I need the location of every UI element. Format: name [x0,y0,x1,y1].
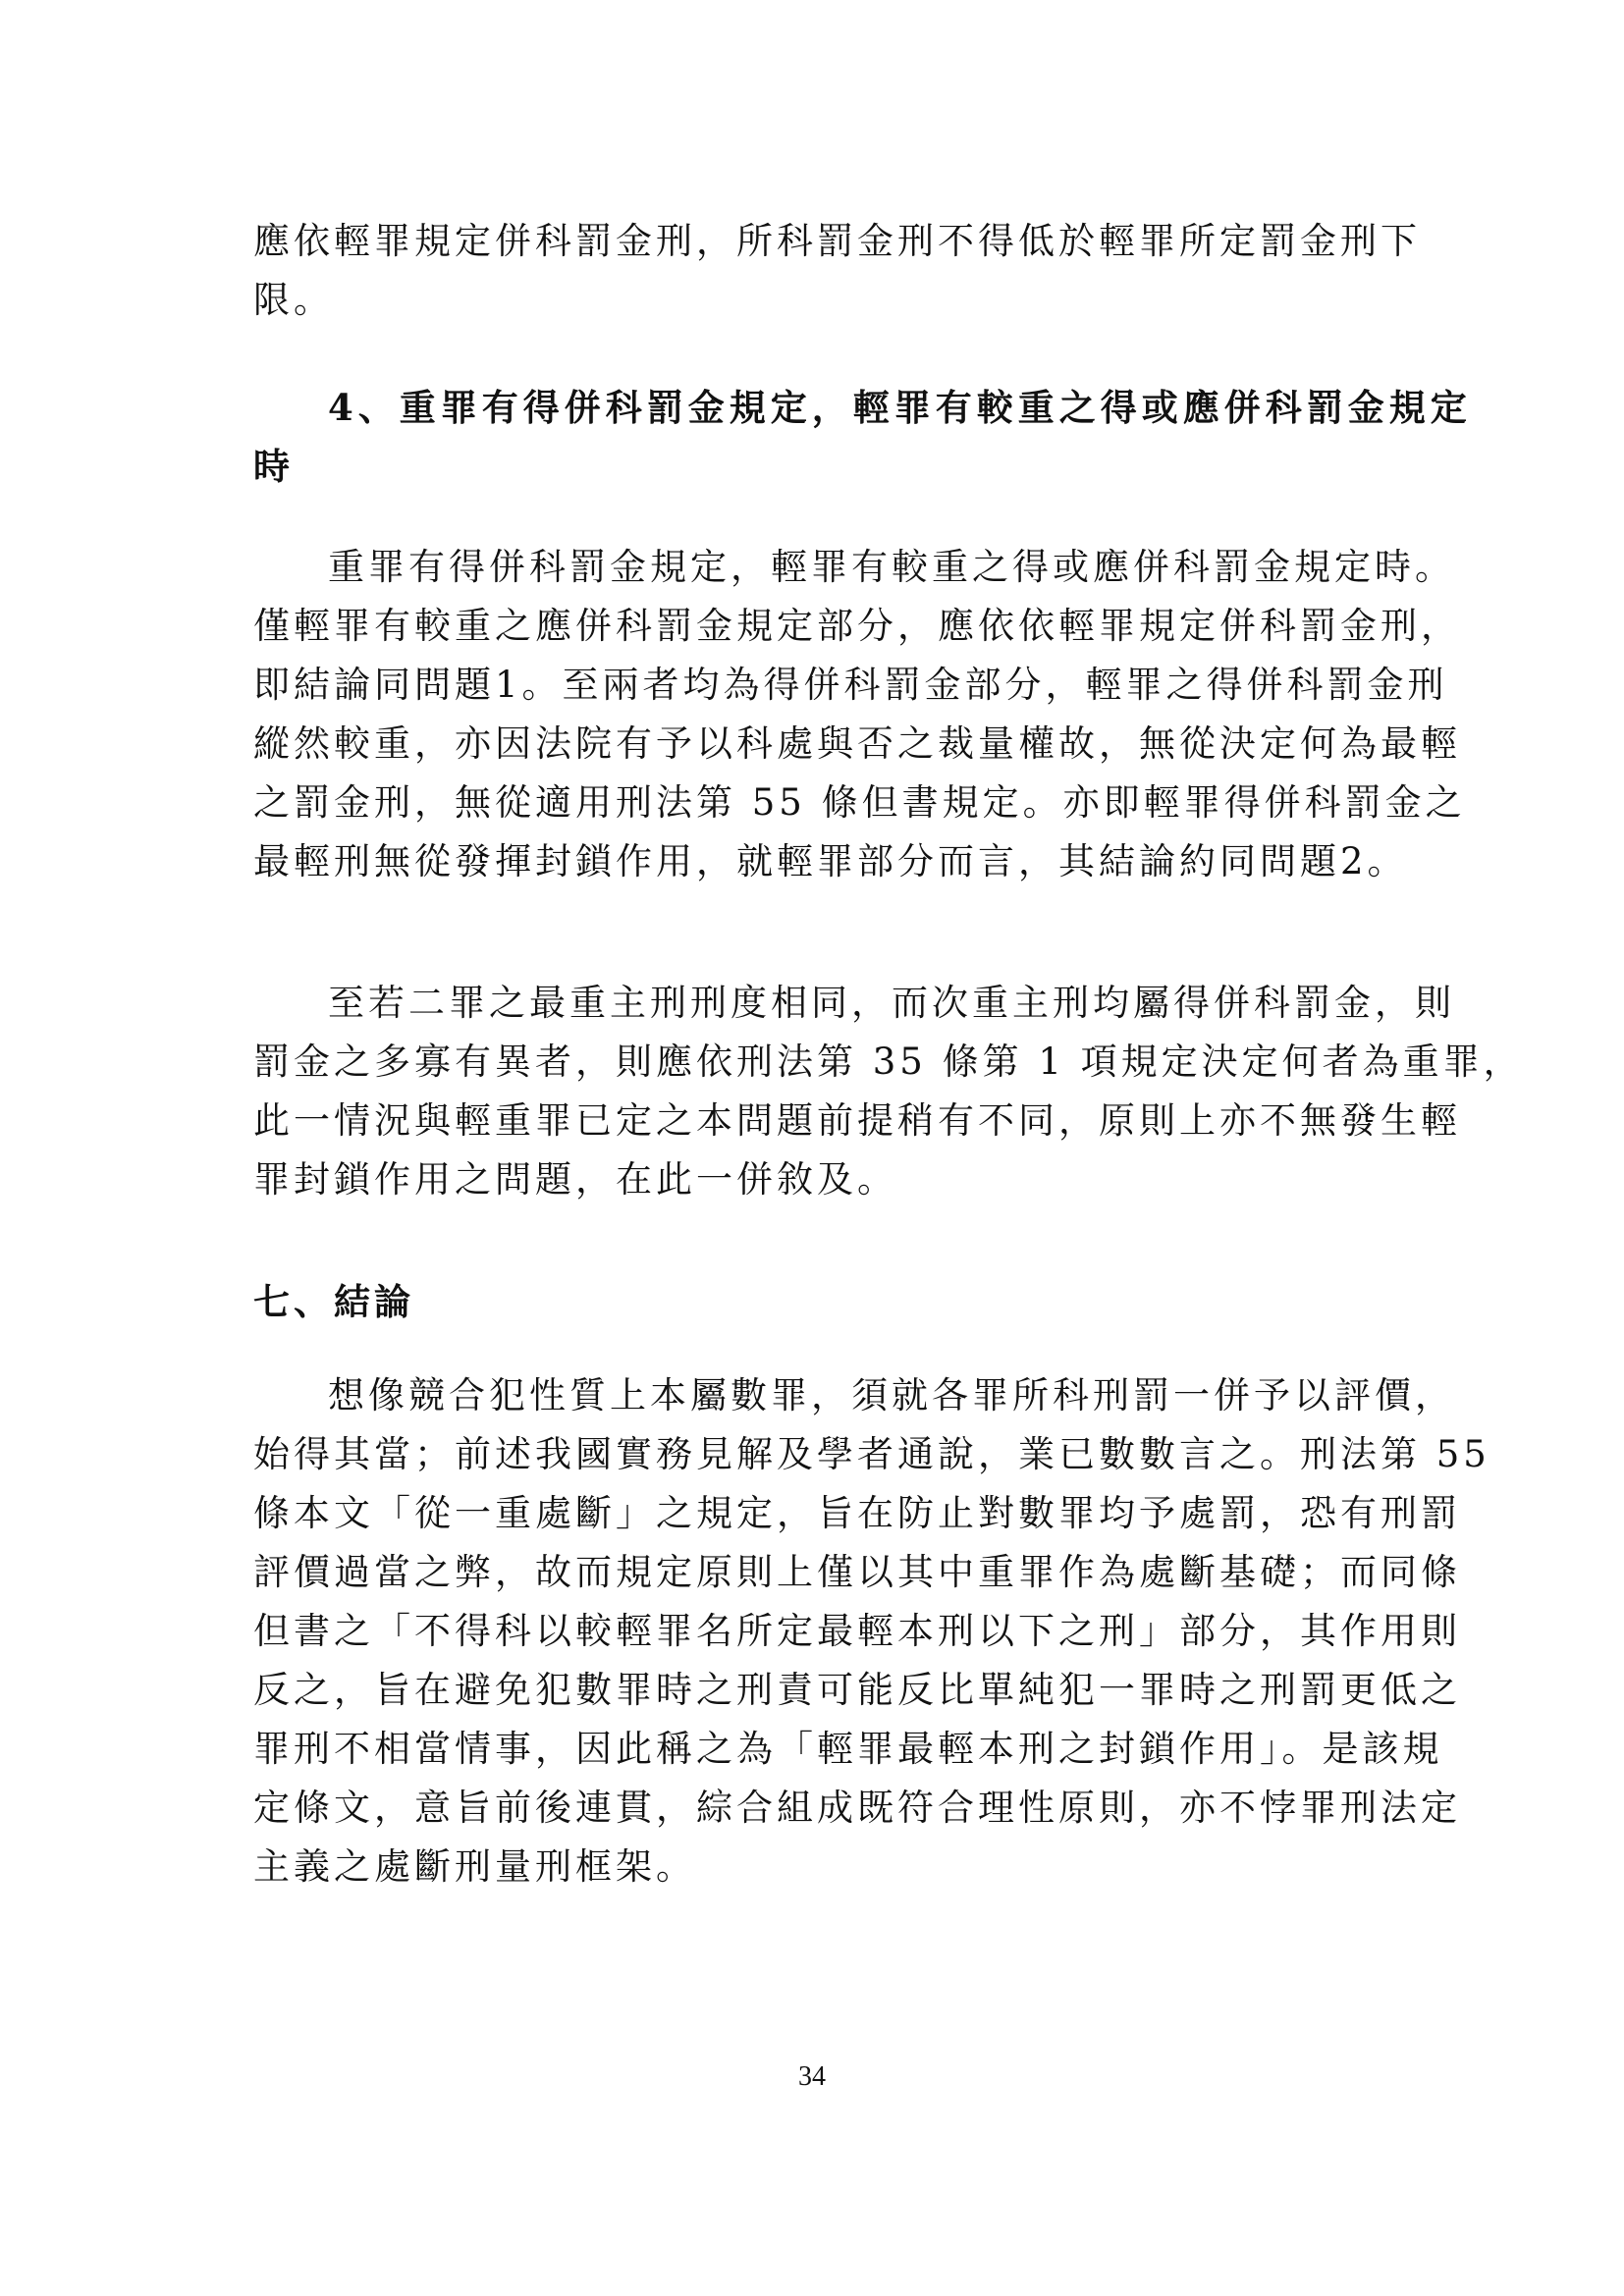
paragraph-line: 始得其當；前述我國實務見解及學者通說，業已數數言之。刑法第 55 [253,1433,1490,1475]
paragraph-line: 僅輕罪有較重之應併科罰金規定部分，應依依輕罪規定併科罰金刑， [253,605,1461,647]
page-number: 34 [798,2061,826,2092]
paragraph-line: 縱然較重，亦因法院有予以科處與否之裁量權故，無從決定何為最輕 [253,722,1461,765]
heading-line: 時 [253,445,295,488]
paragraph-line: 定條文，意旨前後連貫，綜合組成既符合理性原則，亦不悖罪刑法定 [253,1787,1461,1829]
paragraph-line: 罪刑不相當情事，因此稱之為「輕罪最輕本刑之封鎖作用」。是該規 [253,1728,1443,1770]
paragraph-line: 想像競合犯性質上本屬數罪，須就各罪所科刑罰一併予以評價， [328,1374,1455,1416]
paragraph-line: 反之，旨在避免犯數罪時之刑責可能反比單純犯一罪時之刑罰更低之 [253,1669,1461,1711]
paragraph-line: 應依輕罪規定併科罰金刑，所科罰金刑不得低於輕罪所定罰金刑下 [253,220,1421,262]
paragraph-line: 此一情況與輕重罪已定之本問題前提稍有不同，原則上亦不無發生輕 [253,1099,1461,1142]
paragraph-line: 主義之處斷刑量刑框架。 [253,1845,696,1888]
continuation-paragraph [253,212,1421,330]
paragraph-line: 但書之「不得科以較輕罪名所定最輕本刑以下之刑」部分，其作用則 [253,1610,1461,1652]
paragraph-line: 評價過當之弊，故而規定原則上僅以其中重罪作為處斷基礎；而同條 [253,1551,1461,1593]
heading-line: 4、重罪有得併科罰金規定，輕罪有較重之得或應併科罰金規定 [328,386,1472,429]
paragraph-1 [253,538,1466,891]
subheading-4 [253,378,1472,496]
paragraph-line: 條本文「從一重處斷」之規定，旨在防止對數罪均予處罰，恐有刑罰 [253,1492,1461,1534]
section-title-text: 七、結論 [253,1280,414,1323]
paragraph-line: 限。 [253,279,334,321]
paragraph-line: 即結論同問題1。至兩者均為得併科罰金部分，輕罪之得併科罰金刑 [253,664,1448,706]
section-title [253,1272,1384,1331]
paragraph-line: 罰金之多寡有異者，則應依刑法第 35 條第 1 項規定決定何者為重罪， [253,1041,1524,1083]
paragraph-line: 最輕刑無從發揮封鎖作用，就輕罪部分而言，其結論約同問題2。 [253,840,1408,882]
paragraph-line: 重罪有得併科罰金規定，輕罪有較重之得或應併科罰金規定時。 [328,546,1455,588]
paragraph-line: 至若二罪之最重主刑刑度相同，而次重主刑均屬得併科罰金，則 [328,982,1455,1024]
paragraph-line: 罪封鎖作用之問題，在此一併敘及。 [253,1158,897,1201]
paragraph-2 [253,974,1524,1209]
paragraph-line: 之罰金刑，無從適用刑法第 55 條但書規定。亦即輕罪得併科罰金之 [253,781,1466,824]
paragraph-3 [253,1366,1490,1896]
